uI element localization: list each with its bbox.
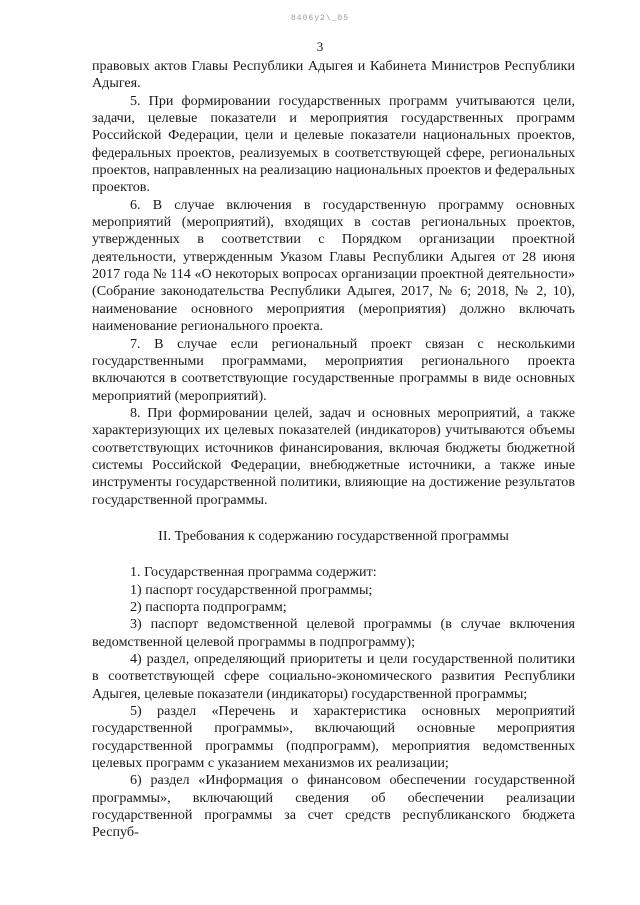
- list-item-4: 4) раздел, определяющий приоритеты и цели государственной политики в соответствующей сфере социально-экономического развития Республики Адыгея, целевые показатели (индикаторы) государственной программы;: [92, 651, 575, 702]
- section-paragraph-1: 1. Государственная программа содержит:: [130, 564, 377, 581]
- list-item-5: 5) раздел «Перечень и характеристика основных мероприятий государственной программы», включающий основные мероприятия государственной программы (подпрограмм), мероприятия ведомственных целевых программ с указанием механизмов их реализации;: [92, 703, 575, 772]
- list-item-2: 2) паспорта подпрограмм;: [130, 598, 287, 615]
- paragraph-continuation: правовых актов Главы Республики Адыгея и Кабинета Министров Республики Адыгея.: [92, 58, 575, 92]
- list-item-3: 3) паспорт ведомственной целевой программы (в случае включения ведомственной целевой программы в подпрограмму);: [92, 616, 575, 650]
- list-item-6: 6) раздел «Информация о финансовом обеспечении государственной программы», включающий сведения об обеспечении реализации государственной программы за счет средств республиканского бюджета Респуб-: [92, 772, 575, 841]
- document-stamp: 8406у2\_05: [290, 14, 349, 23]
- section-heading: II. Требования к содержанию государственной программы: [158, 527, 509, 544]
- paragraph-item-6: 6. В случае включения в государственную программу основных мероприятий (мероприятий), входящих в состав региональных проектов, утвержденных в соответствии с Порядком организации проектной деятельности, утвержденным Указом Главы Республики Адыгея от 28 июня 2017 года № 114 «О некоторых вопросах организации проектной деятельности» (Собрание законодательства Республики Адыгея, 2017, № 6; 2018, № 2, 10), наименование основного мероприятия (мероприятия) должно включать наименование регионального проекта.: [92, 196, 575, 335]
- paragraph-item-7: 7. В случае если региональный проект связан с несколькими государственными программами, мероприятия регионального проекта включаются в соответствующие государственные программы в виде основных мероприятий (мероприятий).: [92, 335, 575, 404]
- document-body: [92, 58, 575, 842]
- paragraph-item-5: 5. При формировании государственных программ учитываются цели, задачи, целевые показатели и мероприятия государственных программ Российской Федерации, цели и целевые показатели национальных проектов, федеральных проектов, реализуемых в соответствующей сфере, региональных проектов, направленных на реализацию национальных проектов и федеральных проектов.: [92, 92, 575, 196]
- page-number: 3: [316, 39, 324, 54]
- paragraph-item-8: 8. При формировании целей, задач и основных мероприятий, а также характеризующих их целевых показателей (индикаторов) учитываются объемы соответствующих источников финансирования, включая бюджеты бюджетной системы Российской Федерации, внебюджетные источники, а также иные инструменты государственной политики, влияющие на достижение результатов государственной программы.: [92, 404, 575, 508]
- list-item-1: 1) паспорт государственной программы;: [130, 581, 373, 598]
